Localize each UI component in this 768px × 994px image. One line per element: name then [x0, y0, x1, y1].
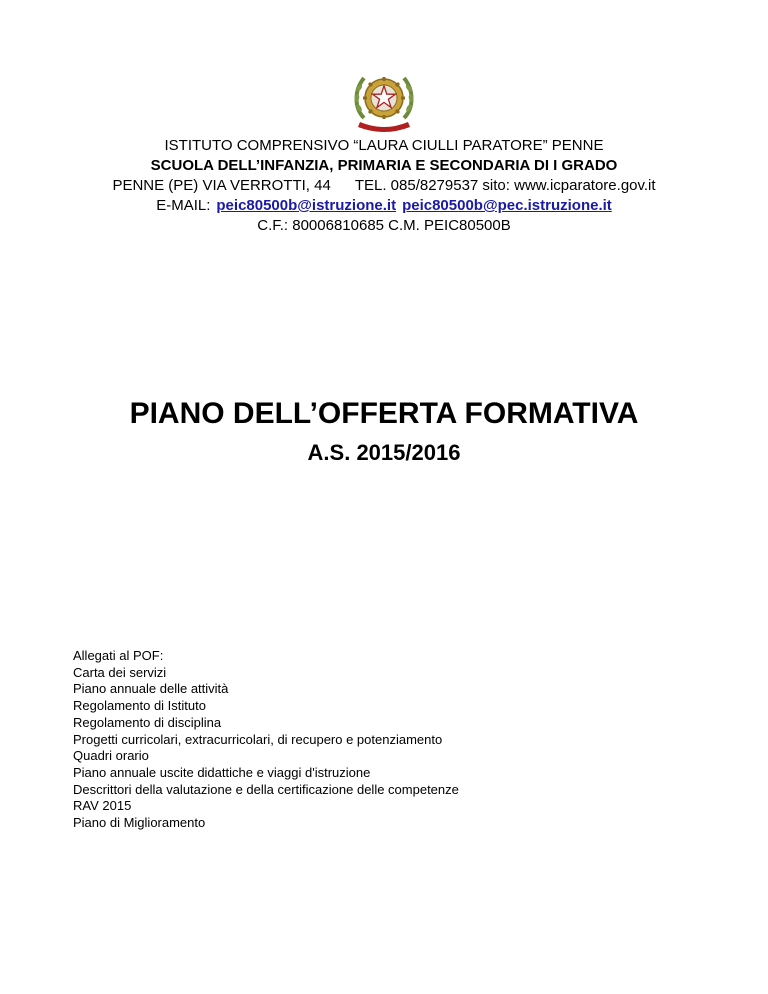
email-link-pec[interactable]: peic80500b@pec.istruzione.it — [402, 197, 612, 214]
attachments-heading: Allegati al POF: — [73, 648, 164, 663]
school-address: PENNE (PE) VIA VERROTTI, 44 — [112, 177, 331, 194]
school-fiscal-codes: C.F.: 80006810685 C.M. PEIC80500B — [257, 217, 511, 234]
list-item: Piano annuale delle attività — [73, 681, 229, 697]
school-name: ISTITUTO COMPRENSIVO “LAURA CIULLI PARATORE” PENNE — [164, 137, 604, 154]
list-item: Regolamento di Istituto — [73, 698, 206, 714]
list-item: Piano di Miglioramento — [73, 815, 206, 831]
list-item: Carta dei servizi — [73, 664, 167, 680]
list-item: Quadri orario — [73, 748, 149, 764]
email-link-istruzione[interactable]: peic80500b@istruzione.it — [216, 197, 397, 214]
school-email-line — [0, 196, 768, 216]
attachments-list — [73, 648, 713, 832]
school-contacts-line — [0, 176, 768, 196]
school-phone-website: TEL. 085/8279537 sito: www.icparatore.gov.it — [354, 177, 656, 194]
list-item: Descrittori della valutazione e della certificazione delle competenze — [73, 781, 459, 797]
school-header — [0, 136, 768, 236]
list-item: Regolamento di disciplina — [73, 714, 222, 730]
school-year: A.S. 2015/2016 — [307, 440, 461, 465]
list-item: Piano annuale uscite didattiche e viaggi d'istruzione — [73, 764, 371, 780]
school-levels: SCUOLA DELL’INFANZIA, PRIMARIA E SECONDARIA DI I GRADO — [150, 157, 618, 174]
document-title: PIANO DELL’OFFERTA FORMATIVA — [129, 397, 639, 430]
italian-republic-emblem-icon — [350, 68, 418, 134]
list-item: RAV 2015 — [73, 798, 132, 814]
email-label: E-MAIL: — [156, 197, 211, 214]
list-item: Progetti curricolari, extracurricolari, di recupero e potenziamento — [73, 731, 443, 747]
